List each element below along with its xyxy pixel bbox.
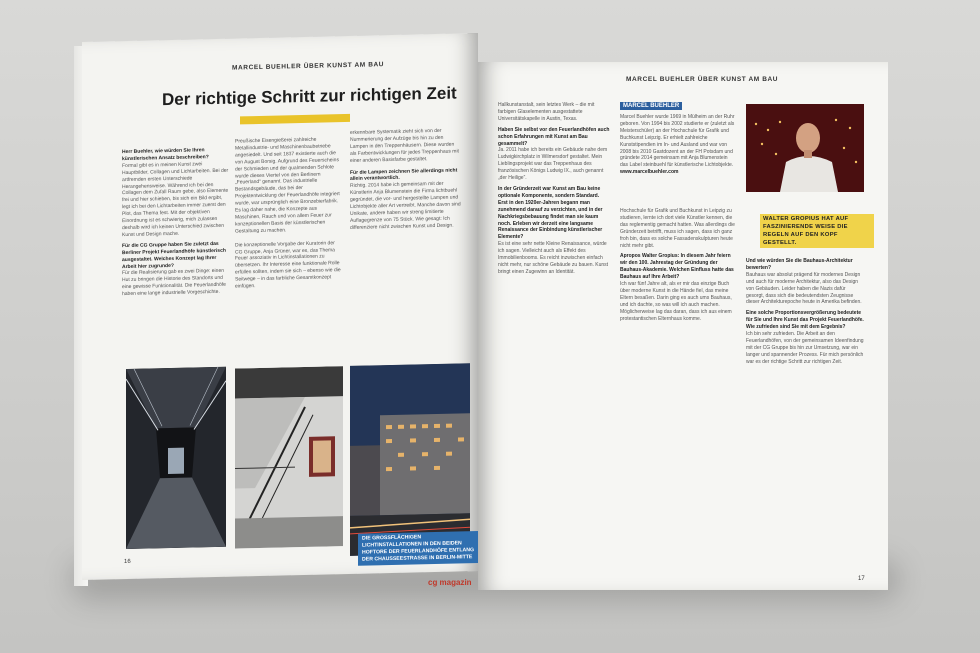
answer: Es ist eine sehr nette Kleine Renaissance, würde ich sagen. Vielleicht auch als Effekt des Immobilienbooms. Es reicht inzwischen einfach nicht mehr, nur schöne Gebäude zu bauen. Kunst bringt einen Zugewinn an Identität.: [498, 241, 609, 275]
question: Für die CG Gruppe haben Sie zuletzt das Berliner Projekt Feuerlandhöfe künstlerisch ausgestaltet. Welches Konzept lag Ihrer Arbeit hier zugrunde?: [122, 240, 226, 270]
answer: Ja. 2011 habe ich bereits ein Gebäude nahe dem Ludwigkirchplatz in Wilmersdorf gestaltet. Mein Lieblingsprojekt war das Treppenhaus des französischen Königs Ludwig IX., auch genannt „der Heilige“.: [498, 147, 608, 182]
question: Und wie würden Sie die Bauhaus-Architektur bewerten?: [746, 258, 853, 271]
photo-caption: DIE GROSSFLÄCHIGEN LICHTINSTALLATIONEN IN DEN BEIDEN HOFTORE DER FEUERLANDHÖFE ENTLANG DER CHAUSSEESTRASSE IN BERLIN-MITTE: [358, 531, 478, 566]
right-page: [478, 62, 888, 590]
paragraph: erkennbare Systematik zieht sich von der Nummerierung der Aufzüge bis hin zu den Lampen in den Treppenhäusern. Diese wurden als Farbentwicklungen für jedes Treppenhaus mit einer anderen Basisfarbe gestaltet.: [350, 127, 459, 164]
question: Herr Buehler, wie würden Sie Ihren künstlerischen Ansatz beschreiben?: [122, 147, 209, 162]
paragraph: Hallkunstanstalt, sein letztes Werk – die mit farbigen Glaselementen ausgestattete Universitätskapelle in Austin, Texas.: [498, 102, 595, 122]
paragraph: Hochschule für Grafik und Buchkunst in Leipzig zu studieren, lernte ich dort viele Künstler kennen, die das reglementig gemacht hatten. Was allerdings die Gründerzeit betrifft, muss ich sagen, dass ich ganz froh bin, dass es solche Fassadenskulpturen heute nicht mehr gibt.: [620, 208, 735, 249]
left-page-number: 16: [124, 558, 131, 566]
answer: Ich war fünf Jahre alt, als er mir das einzige Buch über moderne Kunst in die Hände fiel, das meine Eltern besaßen. Darin ging es auch ums Bauhaus, und ich dachte, so was will ich auch machen. Möglicherweise lag das daran, dass ich aus einem protestantischen Elternhaus komme.: [620, 281, 732, 322]
courtyard-tunnel-photo: [126, 367, 226, 549]
left-column-1: [122, 147, 230, 359]
magazine-logo: cg magazin: [428, 578, 472, 587]
question: Eine solche Proportionsvergrößerung bedeutete für Sie und Ihre Kunst das Projekt Feuerlandhöfe. Wie zufrieden sind Sie mit dem Ergebnis?: [746, 310, 864, 331]
bio-name-label: MARCEL BUEHLER: [620, 102, 682, 110]
left-column-2: [235, 136, 343, 358]
question: Haben Sie selbst vor den Feuerlandhöfen auch schon Erfahrungen mit Kunst am Bau gesammelt?: [498, 126, 610, 147]
answer: Für die Realisierung gab es zwei Dinge: einen Hut zu bringen die Historie des Standorts und eine gewisse Funktionalität. Die Feuerlandhöfe haben eine lange industrielle Vorgeschichte.: [122, 268, 226, 298]
question: In der Gründerzeit war Kunst am Bau keine optionale Komponente, sondern Standard. Erst in den 1920er-Jahren begann man zunehmend darauf zu verzichten, und in der Nachkriegsbebauung findet man sie kaum noch. Erleben wir derzeit eine langsame Renaissance der Einbindung künstlerischer Elemente?: [498, 185, 603, 241]
article-title: Der richtige Schritt zur richtigen Zeit: [162, 83, 457, 110]
paragraph: Die konzeptionelle Vorgabe der Kuratorin der CG Gruppe, Anja Grüner, war es, das Thema Feuer assoziativ in Lichtinstallationen zu übersetzen. Ihr Interesse eine funktionale Rolle erfüllen sollten, indem sie sich – ebenso wie die Seitwege – in das farbliche Gesamtkonzept einfügen.: [235, 239, 341, 290]
bio-paragraph: Marcel Buehler wurde 1969 in Mülheim an der Ruhr geboren. Von 1994 bis 2002 studierte er (zuletzt als Meisterschüler) an der Hochschule für Grafik und Buchkunst Leipzig. Er erhielt zahlreiche Kunststipendien im In- und Ausland und war von 2008 bis 2010 Gastdozent an der FH Potsdam und gründete 2014 gemeinsam mit Anja Blumenstein das Label steinbuehl für künstlerische Lichtobjekte.: [620, 114, 735, 169]
right-column-1: [498, 102, 610, 312]
right-column-2: [620, 208, 736, 568]
bio-text: [620, 114, 736, 202]
paragraph: Preußische Eisengießerei zahlreiche Metallindustrie- und Maschinenbaubetriebe angesiedelt. Und seit 1837 existierte auch die von August Borsig. Aufgrund des Feuerscheins der Schmieden und der qualmenden Schlote wurde dieses Viertel von den Berlinern „Feuerland“ genannt. Das industrielle Bestandsgebäude, das bei der Projektentwicklung der Feuerlandhöfe integriert wurde, war ursprünglich eine Bronzebierfabrik. Es lag daher nahe, die Konzepte aus Maschinen, Rauch und von allem Feuer zur konzeptionellen Basis der künstlerischen Gestaltung zu machen.: [235, 136, 340, 235]
portrait-photo: [746, 104, 864, 192]
left-page: [82, 33, 478, 580]
question: Für die Lampen zeichnen Sie allerdings nicht allein verantwortlich.: [350, 167, 458, 183]
right-page-number: 17: [858, 576, 865, 582]
right-column-3: [746, 258, 864, 558]
title-underline: [240, 114, 350, 124]
answer: Richtig. 2014 habe ich gemeinsam mit der Künstlerin Anja Blumenstein die Firma lichtbuehl gegründet, die vor- und hergestellte Lampen und Lichtobjekte aller Art vertreibt. Manche davon sind Unikate, andere haben wir streng limitierte Auflagegrenze von 75 Stück. Wie gesagt: Ich differenziere nicht zwischen Kunst und Design.: [350, 181, 461, 231]
answer: Ich bin sehr zufrieden. Die Arbeit an den Feuerlandhöfen, von der gemeinsamen Ideenfindung mit der CG Gruppe bis hin zur Umsetzung, war ein langer und spannender Prozess. Für mich persönlich war es der richtige Schritt zur richtigen Zeit.: [746, 331, 864, 365]
question: Apropos Walter Gropius: In diesem Jahr feiern wir den 100. Jahrestag der Gründung der Bauhaus-Akademie. Welchen Einfluss hatte das Bauhaus auf Ihre Arbeit?: [620, 253, 734, 281]
left-kicker: MARCEL BUEHLER ÜBER KUNST AM BAU: [232, 61, 385, 72]
website-link: www.marcelbuehler.com: [620, 169, 679, 176]
answer: Formal gibt es in meinen Kunst zwei Hauptbilder, Collagen und Lichtarbeiten. Bei der artfremden ersten Unterschiede Herangehensweise. Während ich bei den Collagen dem Zufall Raum gebe, also Elemente frei und hier schieben, bis sich ein Bild ergibt, legt ich bei den Lichtarbeiten immer zuerst den Plot, das Thema fest. Mit der objektiven Einordnung ist es schwierig, mich zulassen deshalb wird ich keinen Unterschied zwischen Kunst und Design mache.: [122, 161, 229, 238]
answer: Bauhaus war absolut prägend für modernes Design und auch für moderne Architektur, also das Design von Gebäuden. Leider haben die Nazis dafür gesorgt, dass sich die bedeutendsten Zeugnisse dieser Architekturepoche heute in Amerika befinden.: [746, 271, 862, 306]
left-column-3: [350, 127, 462, 356]
staircase-photo: [235, 366, 343, 548]
pull-quote: WALTER GROPIUS HAT AUF FASZINIERENDE WEISE DIE REGELN AUF DEN KOPF GESTELLT.: [760, 214, 874, 248]
right-kicker: MARCEL BUEHLER ÜBER KUNST AM BAU: [626, 76, 779, 83]
street-night-photo: [350, 363, 470, 556]
